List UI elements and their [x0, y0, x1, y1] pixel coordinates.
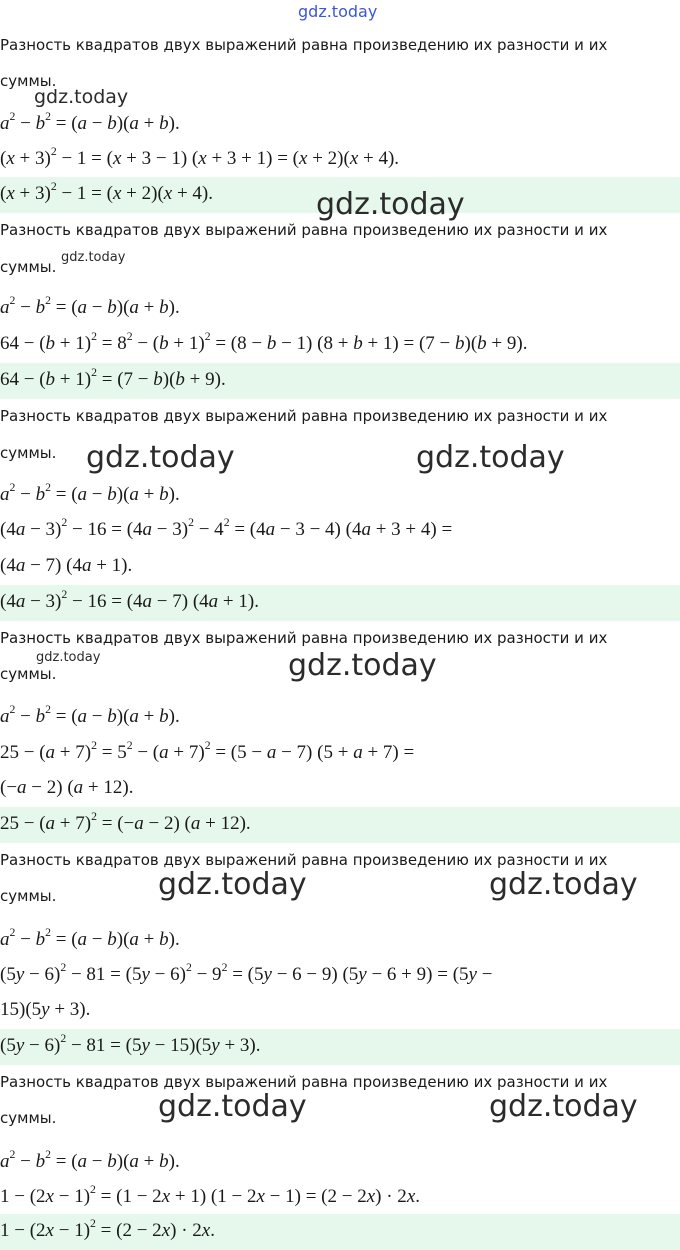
rule-text-end: суммы.: [0, 444, 57, 462]
watermark: gdz.today: [86, 440, 235, 475]
solution-step: $(4a - 3)^2 - 16 = (4a - 3)^2 - 4^2 = (4a - 3 - 4)$ (4a + 3 + 4) =: [0, 516, 453, 540]
watermark: gdz.today: [288, 648, 437, 683]
watermark: gdz.today: [61, 250, 126, 265]
identity-formula: $a^2 - b^2 = (a - b)(a + b)$.: [0, 703, 180, 727]
answer-formula: $(x + 3)^2 - 1 = (x + 2)(x + 4)$.: [0, 180, 214, 204]
solution-step: $25 - (a + 7)^2 = 5^2 - (a + 7)^2 = (5 - a - 7)$ (5 + a + 7) =: [0, 739, 415, 763]
answer-formula: $1 - (2x - 1)^2 = (2 - 2x) \cdot 2x$.: [0, 1217, 215, 1241]
rule-text-end: суммы.: [0, 1109, 57, 1127]
watermark: gdz.today: [316, 187, 465, 222]
rule-text: Разность квадратов двух выражений равна произведению их разности и их: [0, 629, 608, 647]
watermark: gdz.today: [298, 2, 378, 21]
rule-text: Разность квадратов двух выражений равна произведению их разности и их: [0, 1073, 608, 1091]
solution-step: $(5y - 6)^2 - 81 = (5y - 6)^2 - 9^2 = (5y - 6 - 9)$ (5y − 6 + 9) = (5y −: [0, 961, 493, 985]
rule-text: Разность квадратов двух выражений равна произведению их разности и их: [0, 221, 608, 239]
watermark: gdz.today: [416, 440, 565, 475]
solution-step: (−a − 2) (a + 12).: [0, 777, 134, 798]
solution-step: $1 - (2x - 1)^2 = (1 - 2x + 1)$ (1 − 2x − 1) = (2 − 2x) · 2x.: [0, 1183, 420, 1207]
watermark: gdz.today: [34, 86, 129, 108]
rule-text-end: суммы.: [0, 72, 57, 90]
answer-formula: $25 - (a + 7)^2 = (-a - 2)$ (a + 12).: [0, 810, 251, 834]
watermark: gdz.today: [158, 867, 307, 902]
identity-formula: $a^2 - b^2 = (a - b)(a + b)$.: [0, 294, 180, 318]
rule-text-end: суммы.: [0, 258, 57, 276]
watermark: gdz.today: [489, 867, 638, 902]
identity-formula: $a^2 - b^2 = (a - b)(a + b)$.: [0, 926, 180, 950]
identity-formula: $a^2 - b^2 = (a - b)(a + b)$.: [0, 1148, 180, 1172]
answer-formula: $(4a - 3)^2 - 16 = (4a - 7)$ (4a + 1).: [0, 588, 259, 612]
solution-step: $(x + 3)^2 - 1 = (x + 3 - 1)$ (x + 3 + 1) = (x + 2)(x + 4).: [0, 145, 400, 169]
rule-text: Разность квадратов двух выражений равна произведению их разности и их: [0, 407, 608, 425]
rule-text: Разность квадратов двух выражений равна произведению их разности и их: [0, 36, 608, 54]
watermark: gdz.today: [158, 1089, 307, 1124]
solution-step: (4a − 7) (4a + 1).: [0, 555, 133, 576]
rule-text: Разность квадратов двух выражений равна произведению их разности и их: [0, 851, 608, 869]
rule-text-end: суммы.: [0, 887, 57, 905]
solution-step: $64 - (b + 1)^2 = 8^2 - (b + 1)^2 = (8 - b - 1)$ (8 + b + 1) = (7 − b)(b + 9).: [0, 330, 528, 354]
solution-step: 15)(5y + 3).: [0, 999, 91, 1020]
identity-formula: $a^2 - b^2 = (a - b)(a + b)$.: [0, 481, 180, 505]
watermark: gdz.today: [36, 650, 101, 665]
answer-formula: $(5y - 6)^2 - 81 = (5y - 15)(5y + 3)$.: [0, 1032, 261, 1056]
answer-formula: $64 - (b + 1)^2 = (7 - b)(b + 9)$.: [0, 366, 226, 390]
rule-text-end: суммы.: [0, 665, 57, 683]
identity-formula: $a^2 - b^2 = (a - b)(a + b)$.: [0, 110, 180, 134]
watermark: gdz.today: [489, 1089, 638, 1124]
